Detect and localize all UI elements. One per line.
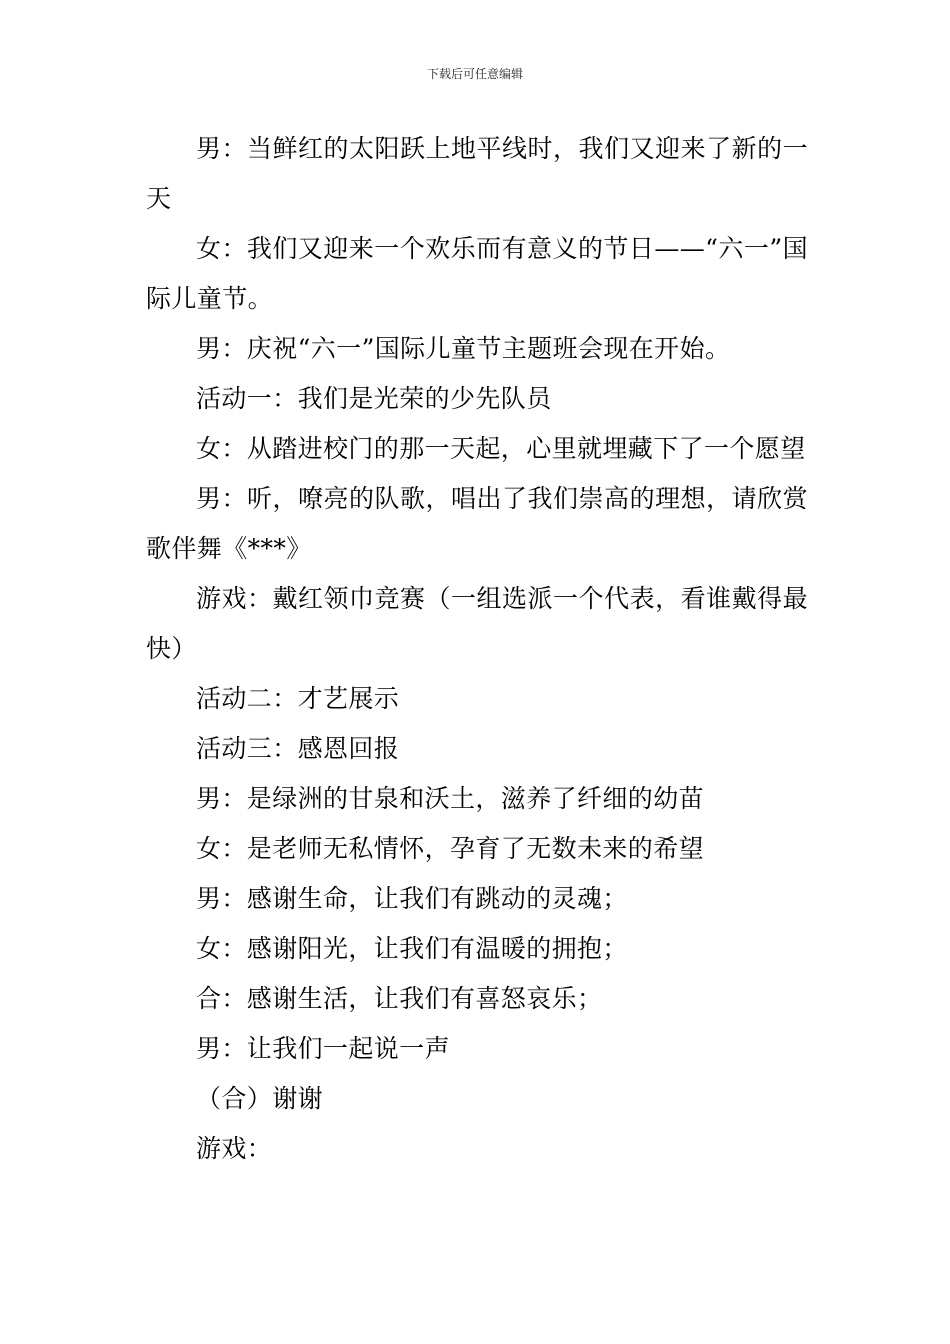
section-heading: 活动二：才艺展示 (196, 684, 400, 713)
paragraph: 女：是老师无私情怀，孕育了无数未来的希望 (196, 834, 705, 863)
page-header: 下载后可任意编辑 (426, 67, 523, 81)
paragraph: 男：听，嘹亮的队歌，唱出了我们崇高的理想，请欣赏歌伴舞《***》 (146, 484, 808, 563)
paragraph: 男：庆祝“六一”国际儿童节主题班会现在开始。 (196, 334, 731, 363)
paragraph: 合：感谢生活，让我们有喜怒哀乐； (196, 984, 603, 1013)
paragraph: 男：是绿洲的甘泉和沃土，滋养了纤细的幼苗 (196, 784, 705, 813)
paragraph: 游戏： (196, 1134, 273, 1163)
paragraph: 女：我们又迎来一个欢乐而有意义的节日——“六一”国际儿童节。 (146, 234, 808, 313)
section-heading: 活动一：我们是光荣的少先队员 (196, 384, 552, 413)
paragraph: 女：感谢阳光，让我们有温暖的拥抱； (196, 934, 628, 963)
section-heading: 活动三：感恩回报 (196, 734, 400, 763)
paragraph: （合）谢谢 (196, 1084, 324, 1113)
paragraph: 男：当鲜红的太阳跃上地平线时，我们又迎来了新的一天 (146, 134, 808, 213)
paragraph: 女：从踏进校门的那一天起，心里就埋藏下了一个愿望 (196, 434, 806, 463)
document-body (146, 124, 808, 1174)
paragraph: 男：让我们一起说一声 (196, 1034, 451, 1063)
paragraph: 游戏：戴红领巾竞赛（一组选派一个代表，看谁戴得最快） (146, 584, 808, 663)
paragraph: 男：感谢生命，让我们有跳动的灵魂； (196, 884, 628, 913)
